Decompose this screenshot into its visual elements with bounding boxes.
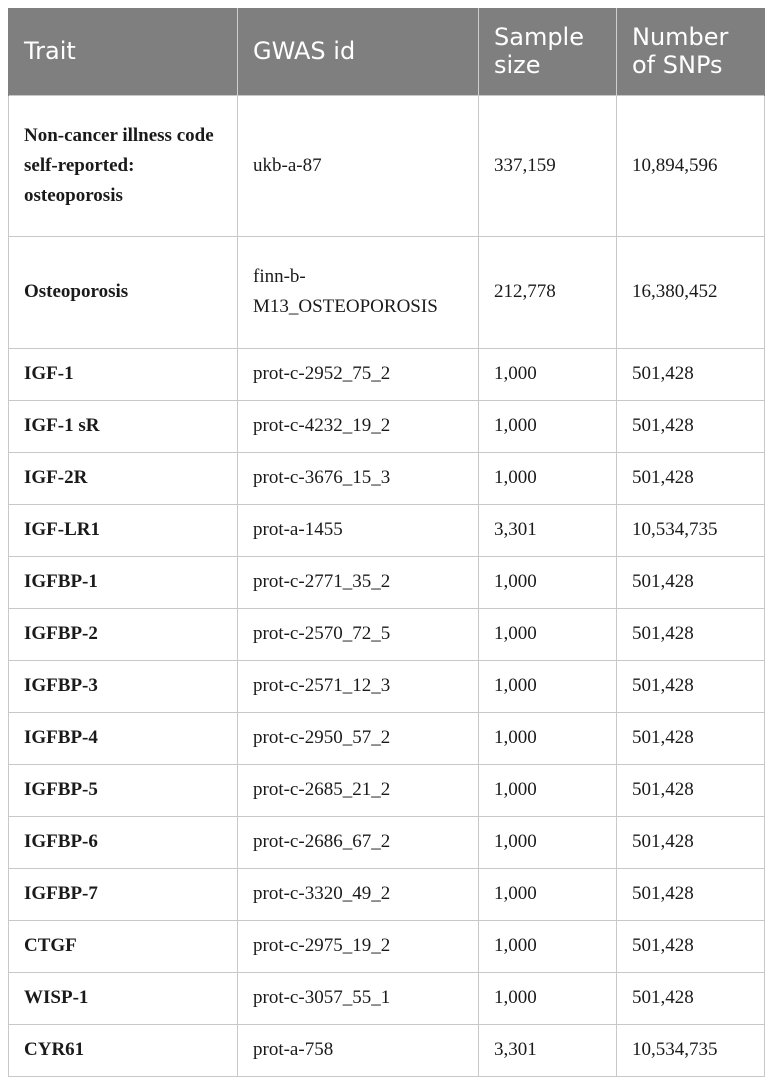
gwas-table <box>8 8 765 1077</box>
gwas-id-cell: prot-c-2571_12_3 <box>238 660 479 712</box>
sample-size-cell: 1,000 <box>479 608 617 660</box>
snps-cell: 501,428 <box>617 972 765 1024</box>
gwas-id-cell: prot-c-2975_19_2 <box>238 920 479 972</box>
table-row <box>9 712 765 764</box>
sample-size-cell: 1,000 <box>479 816 617 868</box>
gwas-id-cell: prot-c-2950_57_2 <box>238 712 479 764</box>
gwas-id-cell: prot-c-2771_35_2 <box>238 556 479 608</box>
snps-cell: 10,894,596 <box>617 95 765 236</box>
sample-size-cell: 1,000 <box>479 764 617 816</box>
sample-size-cell: 1,000 <box>479 712 617 764</box>
gwas-id-cell: finn-b-M13_OSTEOPOROSIS <box>238 236 479 348</box>
gwas-id-cell: prot-c-3676_15_3 <box>238 452 479 504</box>
table-row <box>9 1024 765 1076</box>
table-row <box>9 660 765 712</box>
gwas-id-cell: prot-c-2685_21_2 <box>238 764 479 816</box>
trait-cell: IGF-1 <box>9 348 238 400</box>
gwas-id-cell: prot-c-3057_55_1 <box>238 972 479 1024</box>
snps-cell: 501,428 <box>617 348 765 400</box>
trait-cell: IGFBP-3 <box>9 660 238 712</box>
table-row <box>9 920 765 972</box>
trait-cell: WISP-1 <box>9 972 238 1024</box>
gwas-id-cell: ukb-a-87 <box>238 95 479 236</box>
trait-cell: IGFBP-2 <box>9 608 238 660</box>
trait-cell: IGFBP-1 <box>9 556 238 608</box>
table-header <box>9 8 765 95</box>
trait-cell: IGFBP-4 <box>9 712 238 764</box>
gwas-id-cell: prot-c-2952_75_2 <box>238 348 479 400</box>
sample-size-cell: 1,000 <box>479 400 617 452</box>
snps-cell: 10,534,735 <box>617 1024 765 1076</box>
gwas-id-cell: prot-c-2570_72_5 <box>238 608 479 660</box>
trait-cell: CYR61 <box>9 1024 238 1076</box>
snps-cell: 501,428 <box>617 400 765 452</box>
sample-size-cell: 1,000 <box>479 348 617 400</box>
sample-size-cell: 337,159 <box>479 95 617 236</box>
snps-cell: 501,428 <box>617 452 765 504</box>
header-sample-size: Sample size <box>479 8 617 95</box>
gwas-id-cell: prot-c-4232_19_2 <box>238 400 479 452</box>
table-row <box>9 504 765 556</box>
snps-cell: 501,428 <box>617 920 765 972</box>
table-row <box>9 95 765 236</box>
table-row <box>9 868 765 920</box>
table-row <box>9 764 765 816</box>
trait-cell: IGF-2R <box>9 452 238 504</box>
table-row <box>9 400 765 452</box>
snps-cell: 10,534,735 <box>617 504 765 556</box>
trait-cell: IGF-1 sR <box>9 400 238 452</box>
trait-cell: IGF-LR1 <box>9 504 238 556</box>
table-row <box>9 972 765 1024</box>
gwas-id-cell: prot-a-758 <box>238 1024 479 1076</box>
header-gwas-id: GWAS id <box>238 8 479 95</box>
header-trait: Trait <box>9 8 238 95</box>
table-row <box>9 452 765 504</box>
sample-size-cell: 1,000 <box>479 660 617 712</box>
header-row <box>9 8 765 95</box>
table-row <box>9 348 765 400</box>
trait-cell: IGFBP-7 <box>9 868 238 920</box>
sample-size-cell: 1,000 <box>479 920 617 972</box>
sample-size-cell: 1,000 <box>479 868 617 920</box>
sample-size-cell: 3,301 <box>479 1024 617 1076</box>
snps-cell: 501,428 <box>617 712 765 764</box>
gwas-id-cell: prot-a-1455 <box>238 504 479 556</box>
snps-cell: 501,428 <box>617 608 765 660</box>
header-number-of-snps: Number of SNPs <box>617 8 765 95</box>
snps-cell: 501,428 <box>617 764 765 816</box>
sample-size-cell: 1,000 <box>479 556 617 608</box>
trait-cell: Non-cancer illness code self-reported: osteoporosis <box>9 95 238 236</box>
gwas-id-cell: prot-c-2686_67_2 <box>238 816 479 868</box>
trait-cell: IGFBP-6 <box>9 816 238 868</box>
sample-size-cell: 3,301 <box>479 504 617 556</box>
snps-cell: 16,380,452 <box>617 236 765 348</box>
sample-size-cell: 212,778 <box>479 236 617 348</box>
snps-cell: 501,428 <box>617 556 765 608</box>
trait-cell: IGFBP-5 <box>9 764 238 816</box>
table-row <box>9 816 765 868</box>
sample-size-cell: 1,000 <box>479 452 617 504</box>
table-body <box>9 95 765 1076</box>
table-row <box>9 236 765 348</box>
snps-cell: 501,428 <box>617 816 765 868</box>
gwas-id-cell: prot-c-3320_49_2 <box>238 868 479 920</box>
table-row <box>9 608 765 660</box>
trait-cell: CTGF <box>9 920 238 972</box>
snps-cell: 501,428 <box>617 660 765 712</box>
table-row <box>9 556 765 608</box>
sample-size-cell: 1,000 <box>479 972 617 1024</box>
trait-cell: Osteoporosis <box>9 236 238 348</box>
snps-cell: 501,428 <box>617 868 765 920</box>
